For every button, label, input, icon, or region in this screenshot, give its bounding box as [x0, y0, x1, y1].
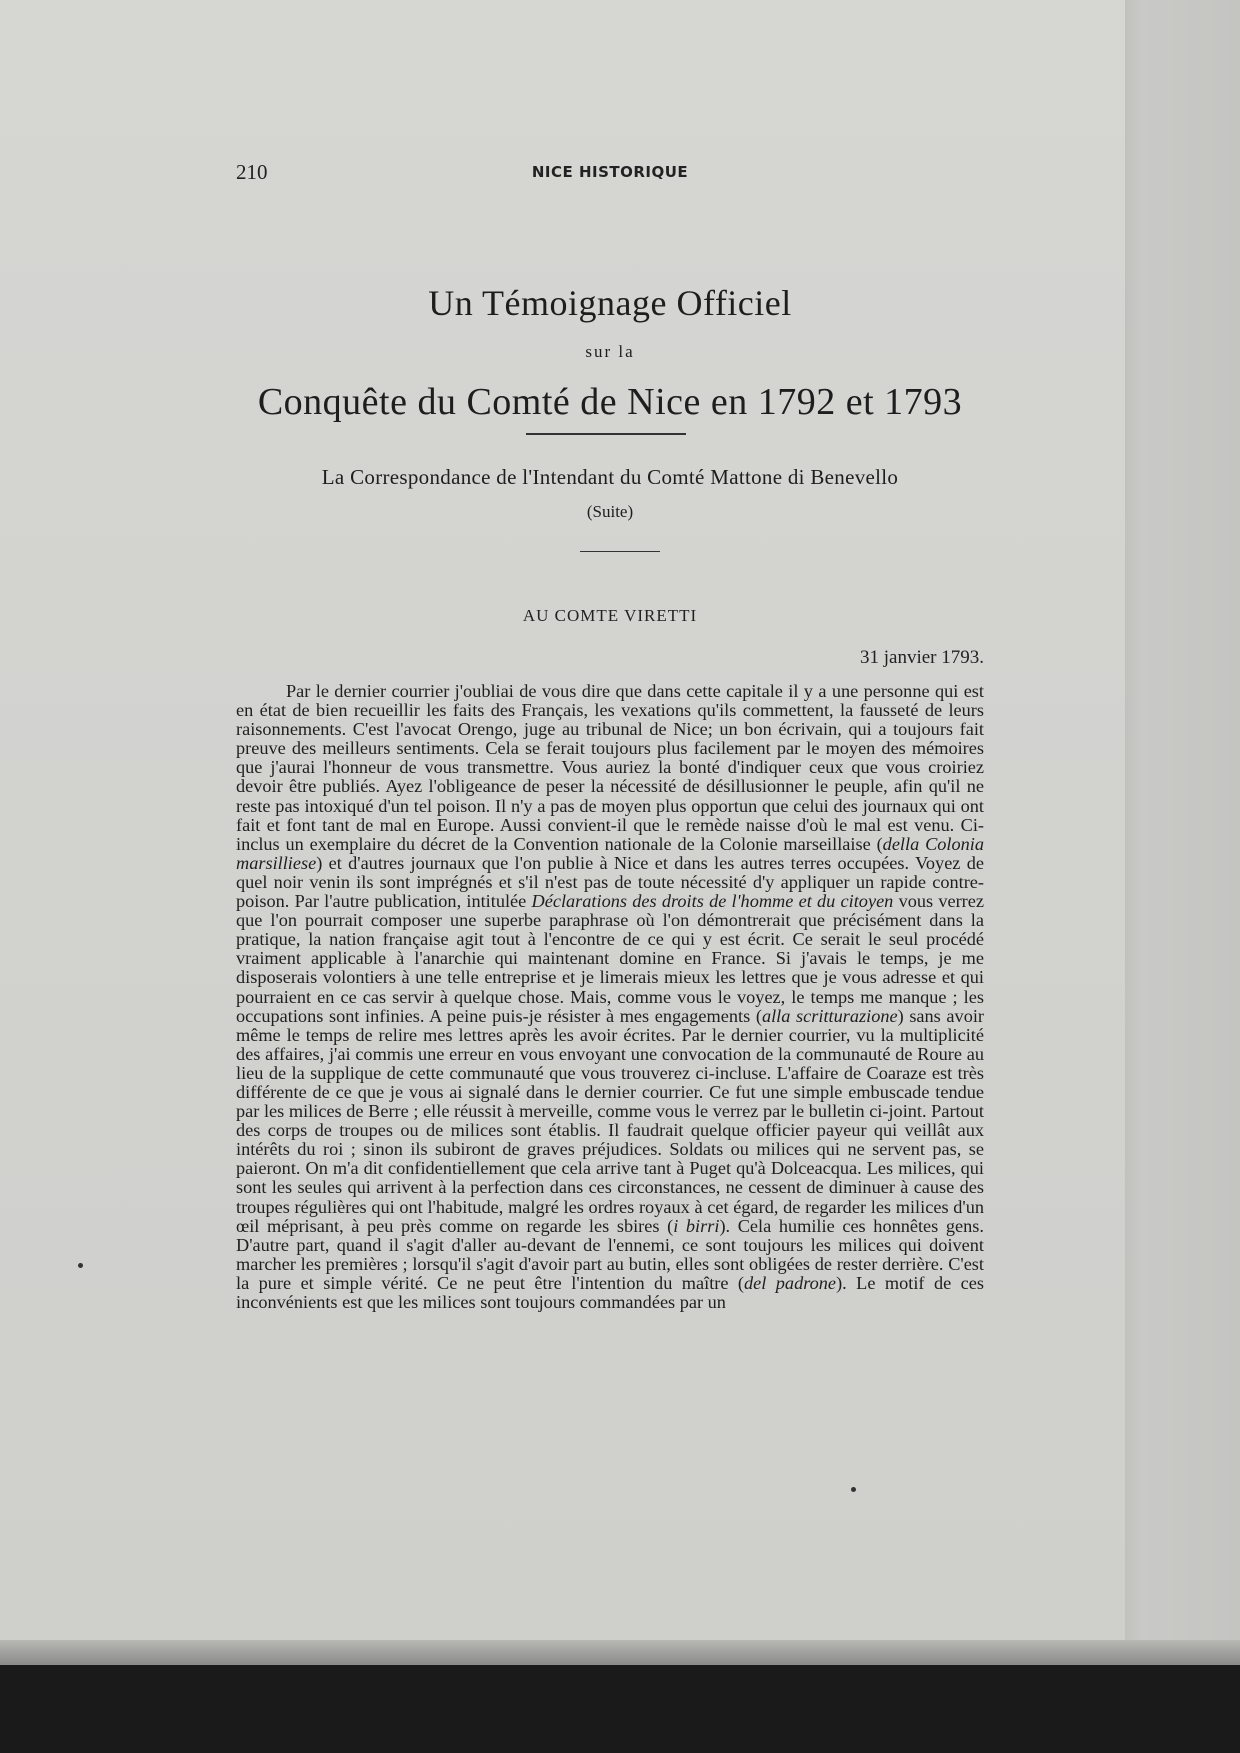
italic-phrase: alla scritturazione	[761, 1005, 898, 1026]
italic-phrase: i birri	[673, 1215, 720, 1236]
text-run: ) et d'autres journaux que l'on publie à Nice et dans les autres terres occupées. Voyez de quel noir venin ils sont imprégnés et s'il n'est pas de toute nécessité d'y appliquer un rapide contre-poison. Par l'autre publication, intitulée	[236, 852, 984, 912]
letter-date: 31 janvier 1793.	[859, 647, 984, 668]
italic-phrase: del padrone	[744, 1272, 837, 1293]
page-edge	[0, 1640, 1240, 1665]
article-title-line2: Conquête du Comté de Nice en 1792 et 1793	[257, 381, 963, 423]
paper-speck	[78, 1263, 83, 1268]
article-suite-label: (Suite)	[586, 502, 634, 521]
text-run: ). Cela humilie ces honnêtes gens. D'autre part, quand il s'agit d'aller au-devant de l'ennemi, ce sont toujours les milices qui doivent marcher les premières ; lorsqu'il s'agit d'avoir part au butin, elles sont obligées de rester derrière. C'est la pure et simple vérité. Ce ne peut être l'intention du maître (	[236, 1215, 984, 1293]
text-run: ) sans avoir même le temps de relire mes lettres après les avoir écrites. Par le dernier courrier, vu la multiplicité des affaires, j'ai commis une erreur en vous envoyant une convocation de la communauté de Roure au lieu de la supplique de cette communauté que vous trouverez ci-incluse. L'affaire de Coaraze est très différente de ce que je vous ai signalé dans le dernier courrier. Ce fut une simple embuscade tendue par les milices de Berre ; elle réussit à merveille, comme vous le verrez par le bulletin ci-joint. Partout des corps de troupes ou de milices sont établis. Il faudrait quelque officier payeur qui veillât aux intérêts du roi ; sinon ils subiront de graves préjudices. Soldats ou milices qui ne servent pas, se paieront. On m'a dit confidentiellement que cela arrive tant à Puget qu'à Dolceacqua. Les milices, qui sont les seules qui arrivent à la perfection dans ces circonstances, ne cessent de diminuer à cause des troupes régulières qui ont l'habitude, malgré les ordres royaux à cet égard, de regarder les milices d'un œil méprisant, à peu près comme on regarde les sbires (	[236, 1005, 984, 1236]
letter-addressee: AU COMTE VIRETTI	[522, 606, 698, 625]
letter-body	[236, 682, 984, 1312]
article-title-line1: Un Témoignage Officiel	[428, 283, 792, 323]
text-run: vous verrez que l'on pourrait composer une superbe paraphrase où l'on démontrerait que précisément dans la pratique, la nation française agit tout à l'encontre de ce qui y est écrit. Ce serait le seul procédé vraiment applicable à l'anarchie qui maintenant domine en France. Si j'avais le temps, je me disposerais volontiers à une telle entreprise et je limerais mieux les lettres que je vous adresse et qui pourraient en ce cas servir à quelque chose. Mais, comme vous le voyez, le temps me manque ; les occupations sont infinies. A peine puis-je résister à mes engagements (	[236, 891, 985, 1026]
underlying-page	[1118, 0, 1240, 1650]
italic-phrase: della Colonia marsilliese	[236, 833, 984, 873]
paper-speck	[851, 1487, 856, 1492]
italic-phrase: Déclarations des droits de l'homme et du citoyen	[531, 891, 894, 912]
page-number: 210	[236, 160, 268, 184]
subtitle-divider	[580, 551, 660, 552]
text-run: ). Le motif de ces inconvénients est que les milices sont toujours commandées par un	[236, 1272, 984, 1312]
text-run: Par le dernier courrier j'oubliai de vous dire que dans cette capitale il y a une personne qui est en état de bien recueillir les faits des Français, les vexations qu'ils commettent, la fausseté de leurs raisonnements. C'est l'avocat Orengo, juge au tribunal de Nice; un bon écrivain, qui a toujours fait preuve des meilleurs sentiments. Cela se ferait toujours plus facilement par le moyen des mémoires que j'aurai l'honneur de vous transmettre. Vous auriez la bonté d'indiquer ceux que vous croiriez devoir être publiés. Ayez l'obligeance de peser la nécessité de désillusionner le peuple, afin qu'il ne reste pas intoxiqué d'un tel poison. Il n'y a pas de moyen plus opportun que celui des journaux qui ont fait et font tant de mal en Europe. Aussi convient-il que le remède naisse d'où le mal est venu. Ci-inclus un exemplaire du décret de la Convention nationale de la Colonie marseillaise (	[236, 681, 984, 854]
title-divider	[526, 433, 686, 435]
page-header	[236, 160, 984, 190]
article-subtitle: La Correspondance de l'Intendant du Comté Mattone di Benevello	[321, 465, 899, 489]
running-head: NICE HISTORIQUE	[531, 163, 689, 181]
article-title-connector: sur la	[585, 342, 635, 361]
